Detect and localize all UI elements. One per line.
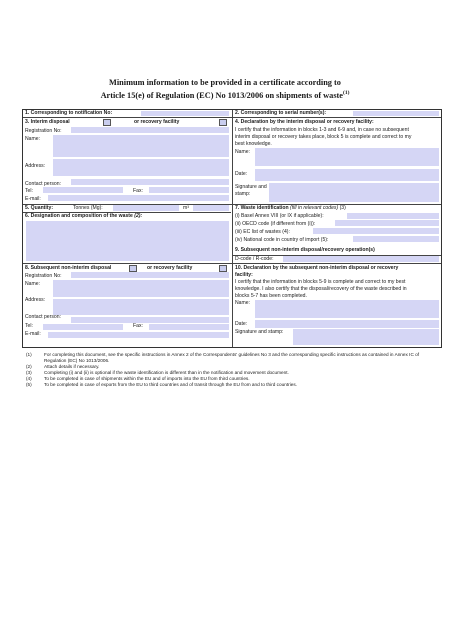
b10-date-label: Date:	[235, 321, 248, 327]
notification-number-field[interactable]	[141, 111, 229, 116]
b10-signature-label: Signature and stamp:	[235, 329, 284, 335]
b4-text-2: interim disposal or recovery takes place, block 5 is complete and correct to my	[235, 134, 412, 140]
b8-contact-field[interactable]	[71, 317, 229, 323]
b3-address-label: Address:	[25, 163, 46, 169]
operation-code-field[interactable]	[283, 256, 439, 262]
b10-text-3: blocks 5-7 has been completed.	[235, 293, 307, 299]
serial-number-field[interactable]	[353, 111, 439, 116]
b4-date-field[interactable]	[255, 169, 439, 181]
b3-contact-field[interactable]	[71, 179, 229, 185]
b8-name-field[interactable]	[53, 280, 229, 297]
recovery-facility-checkbox[interactable]	[219, 119, 227, 126]
non-interim-disposal-checkbox[interactable]	[129, 265, 137, 272]
b10-name-label: Name:	[235, 300, 251, 306]
ec-list-field[interactable]	[313, 228, 439, 234]
b4-signature-label: Signature and	[235, 184, 267, 190]
block-5-title: 5. Quantity:	[25, 205, 54, 211]
b10-date-field[interactable]	[255, 320, 439, 328]
b7-ec-label: (iii) EC list of wastes (4):	[235, 229, 290, 235]
b3-name-label: Name:	[25, 136, 41, 142]
b3-registration-field[interactable]	[71, 127, 229, 133]
block-3-title: 3. Interim disposal	[25, 119, 70, 125]
b10-signature-field[interactable]	[293, 329, 439, 345]
form-title	[40, 78, 410, 101]
footnotes	[26, 352, 436, 388]
b8-registration-label: Registration No:	[25, 273, 62, 279]
b8-email-label: E-mail:	[25, 331, 41, 337]
center-divider	[232, 110, 233, 347]
block-1-label: 1. Corresponding to notification No:	[25, 110, 113, 116]
block-7-title: 7. Waste identification (fill in relevant codes) (3)	[235, 205, 346, 211]
b4-name-label: Name:	[235, 149, 251, 155]
divider	[23, 263, 441, 264]
b4-signature-field[interactable]	[269, 183, 439, 202]
b8-tel-label: Tel:	[25, 323, 33, 329]
b5-tonnes-label: Tonnes (Mg):	[73, 205, 103, 211]
b3-fax-field[interactable]	[149, 187, 229, 193]
b3-email-field[interactable]	[48, 195, 229, 201]
b9-code-label: D-code / R-code:	[235, 256, 274, 262]
b10-name-field[interactable]	[255, 300, 439, 318]
b3-contact-label: Contact person:	[25, 181, 61, 187]
oecd-code-field[interactable]	[335, 220, 439, 226]
national-code-field[interactable]	[353, 236, 439, 242]
quantity-tonnes-field[interactable]	[113, 205, 179, 211]
b3-name-field[interactable]	[53, 135, 229, 157]
b7-basel-label: (i) Basel Annex VIII (or IX if applicable):	[235, 213, 324, 219]
b3-address-field[interactable]	[53, 159, 229, 176]
b4-date-label: Date:	[235, 171, 248, 177]
basel-code-field[interactable]	[347, 213, 439, 219]
quantity-m3-field[interactable]	[193, 205, 229, 211]
block-4-title: 4. Declaration by the interim disposal or recovery facility:	[235, 119, 374, 125]
certificate-form	[22, 109, 442, 348]
b8-recovery-facility-checkbox[interactable]	[219, 265, 227, 272]
b8-registration-field[interactable]	[71, 272, 229, 278]
b5-m3-label: m³	[183, 205, 189, 211]
divider	[23, 117, 441, 118]
b3-email-label: E-mail:	[25, 196, 41, 202]
b8-name-label: Name:	[25, 281, 41, 287]
title-line-2: Article 15(e) of Regulation (EC) No 1013/2006 on shipments of waste$^{(1)}$	[100, 90, 350, 100]
b4-text-3: best knowledge.	[235, 141, 272, 147]
waste-composition-field[interactable]	[26, 221, 229, 261]
b8-contact-label: Contact person:	[25, 314, 61, 320]
b8-address-label: Address:	[25, 297, 46, 303]
b4-name-field[interactable]	[255, 148, 439, 166]
b10-text-1: I certify that the information in blocks 5-9 is complete and correct to my best	[235, 279, 406, 285]
block-2-label: 2. Corresponding to serial number(s):	[235, 110, 327, 116]
b8-fax-field[interactable]	[149, 324, 229, 330]
b7-oecd-label: (ii) OECD code (if different from (i)):	[235, 221, 316, 227]
block-10-title-2: facility:	[235, 272, 253, 278]
block-8-title: 8. Subsequent non-interim disposal	[25, 265, 112, 271]
b7-national-label: (iv) National code in country of import (5):	[235, 237, 329, 243]
b8-tel-field[interactable]	[43, 324, 123, 330]
interim-disposal-checkbox[interactable]	[103, 119, 111, 126]
b3-registration-label: Registration No:	[25, 128, 62, 134]
footnote: (3) Completing (i) and (ii) is optional if the waste identification is different than in the notification and movement document.	[26, 370, 289, 375]
b4-text-1: I certify that the information in blocks 1-3 and 6-9 and, in case no subsequent	[235, 127, 409, 133]
b4-stamp-label: stamp:	[235, 191, 251, 197]
b3-tel-field[interactable]	[43, 187, 123, 193]
footnote: (4) To be completed in case of shipments within the EU and of imports into the EU from third countries.	[26, 376, 250, 381]
b3-fax-label: Fax:	[133, 188, 143, 194]
b3-tel-label: Tel:	[25, 188, 33, 194]
block-9-title: 9. Subsequent non-interim disposal/recovery operation(s)	[235, 247, 375, 253]
footnote: (2) Attach details if necessary.	[26, 364, 100, 369]
b8-email-field[interactable]	[48, 332, 229, 338]
b8-address-field[interactable]	[53, 299, 229, 315]
b10-text-2: knowledge. I also certify that the disposal/recovery of the waste described in	[235, 286, 407, 292]
block-8-or: or recovery facility	[147, 265, 193, 271]
footnote: (1) For completing this document, see the specific instructions in Annex 2 of the Correspondents' guidelines No 3 and the corresponding specific instructions as contained in Annex IC of Regulation (EC) No 1013/2006.	[26, 352, 420, 363]
block-10-title-1: 10. Declaration by the subsequent non-interim disposal or recovery	[235, 265, 399, 271]
b8-fax-label: Fax:	[133, 323, 143, 329]
block-6-title: 6. Designation and composition of the waste (2):	[25, 213, 143, 219]
footnote: (5) To be completed in case of exports from the EU to third countries and of transit through the EU from and to third countries.	[26, 382, 297, 387]
block-3-or: or recovery facility	[134, 119, 180, 125]
title-line-1: Minimum information to be provided in a certificate according to	[109, 78, 341, 87]
